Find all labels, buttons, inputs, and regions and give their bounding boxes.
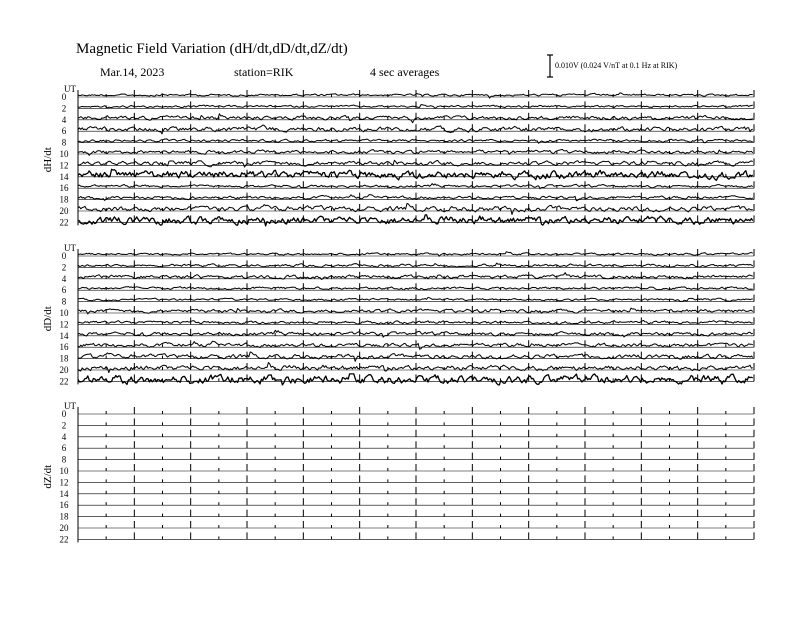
row-label: 22 [59, 376, 69, 387]
trace-line [78, 330, 753, 337]
trace-line [78, 169, 753, 180]
axis-label-3: dZ/dt [42, 464, 54, 489]
row-label: 6 [61, 285, 67, 296]
row-label: 16 [59, 183, 69, 194]
row-label: 18 [59, 511, 69, 522]
row-label: 2 [61, 262, 67, 273]
trace-line [78, 363, 753, 373]
trace-line [78, 263, 753, 267]
panel-3 [42, 401, 754, 544]
row-label: 0 [61, 251, 67, 261]
trace-line [78, 321, 753, 325]
row-label: 14 [59, 171, 69, 182]
row-label: 6 [61, 126, 67, 137]
row-label: 18 [59, 194, 69, 205]
row-label: 0 [61, 409, 67, 419]
row-label: 4 [61, 114, 67, 125]
averaging-label: 4 sec averages [370, 65, 440, 79]
row-label: 10 [59, 149, 69, 159]
row-label: 2 [61, 420, 67, 431]
trace-line [78, 287, 753, 291]
row-label: 16 [59, 342, 69, 353]
row-label: 18 [59, 353, 69, 364]
trace-line [78, 297, 753, 301]
trace-line [78, 341, 753, 349]
scale-bar [547, 55, 678, 77]
row-label: 20 [59, 206, 69, 216]
row-label: 10 [59, 308, 69, 318]
trace-line [78, 93, 753, 98]
panels [42, 84, 754, 544]
trace-line [78, 114, 753, 123]
row-label: 8 [61, 454, 67, 465]
ut-label: UT [64, 84, 76, 94]
row-label: 4 [61, 273, 67, 284]
row-label: 4 [61, 431, 67, 442]
trace-line [78, 149, 753, 155]
trace-line [78, 352, 753, 361]
row-label: 12 [59, 160, 69, 171]
station-label: station=RIK [234, 65, 294, 79]
trace-line [78, 252, 753, 257]
trace-line [78, 374, 753, 385]
scale-bar-label: 0.010V (0.024 V/nT at 0.1 Hz at RIK) [555, 61, 678, 70]
row-label: 8 [61, 296, 67, 307]
trace-line [78, 125, 753, 134]
row-label: 6 [61, 443, 67, 454]
row-label: 22 [59, 217, 69, 228]
row-label: 14 [59, 488, 69, 499]
row-label: 14 [59, 330, 69, 341]
panel-1 [42, 84, 754, 227]
axis-label-2: dD/dt [42, 306, 54, 332]
row-label: 0 [61, 92, 67, 102]
row-label: 12 [59, 319, 69, 330]
row-label: 20 [59, 523, 69, 533]
trace-line [78, 204, 753, 215]
trace-line [78, 215, 753, 226]
axis-label-1: dH/dt [42, 147, 54, 173]
row-label: 12 [59, 477, 69, 488]
row-label: 22 [59, 534, 69, 545]
trace-line [78, 160, 753, 167]
row-label: 16 [59, 500, 69, 511]
row-label: 2 [61, 103, 67, 114]
trace-line [78, 105, 753, 109]
chart-title: Magnetic Field Variation (dH/dt,dD/dt,dZ/dt) [76, 41, 348, 57]
ut-label: UT [64, 243, 76, 253]
ut-label: UT [64, 401, 76, 411]
panel-2 [42, 243, 754, 386]
row-label: 20 [59, 365, 69, 375]
date-label: Mar.14, 2023 [100, 65, 165, 79]
row-label: 10 [59, 466, 69, 476]
row-label: 8 [61, 137, 67, 148]
